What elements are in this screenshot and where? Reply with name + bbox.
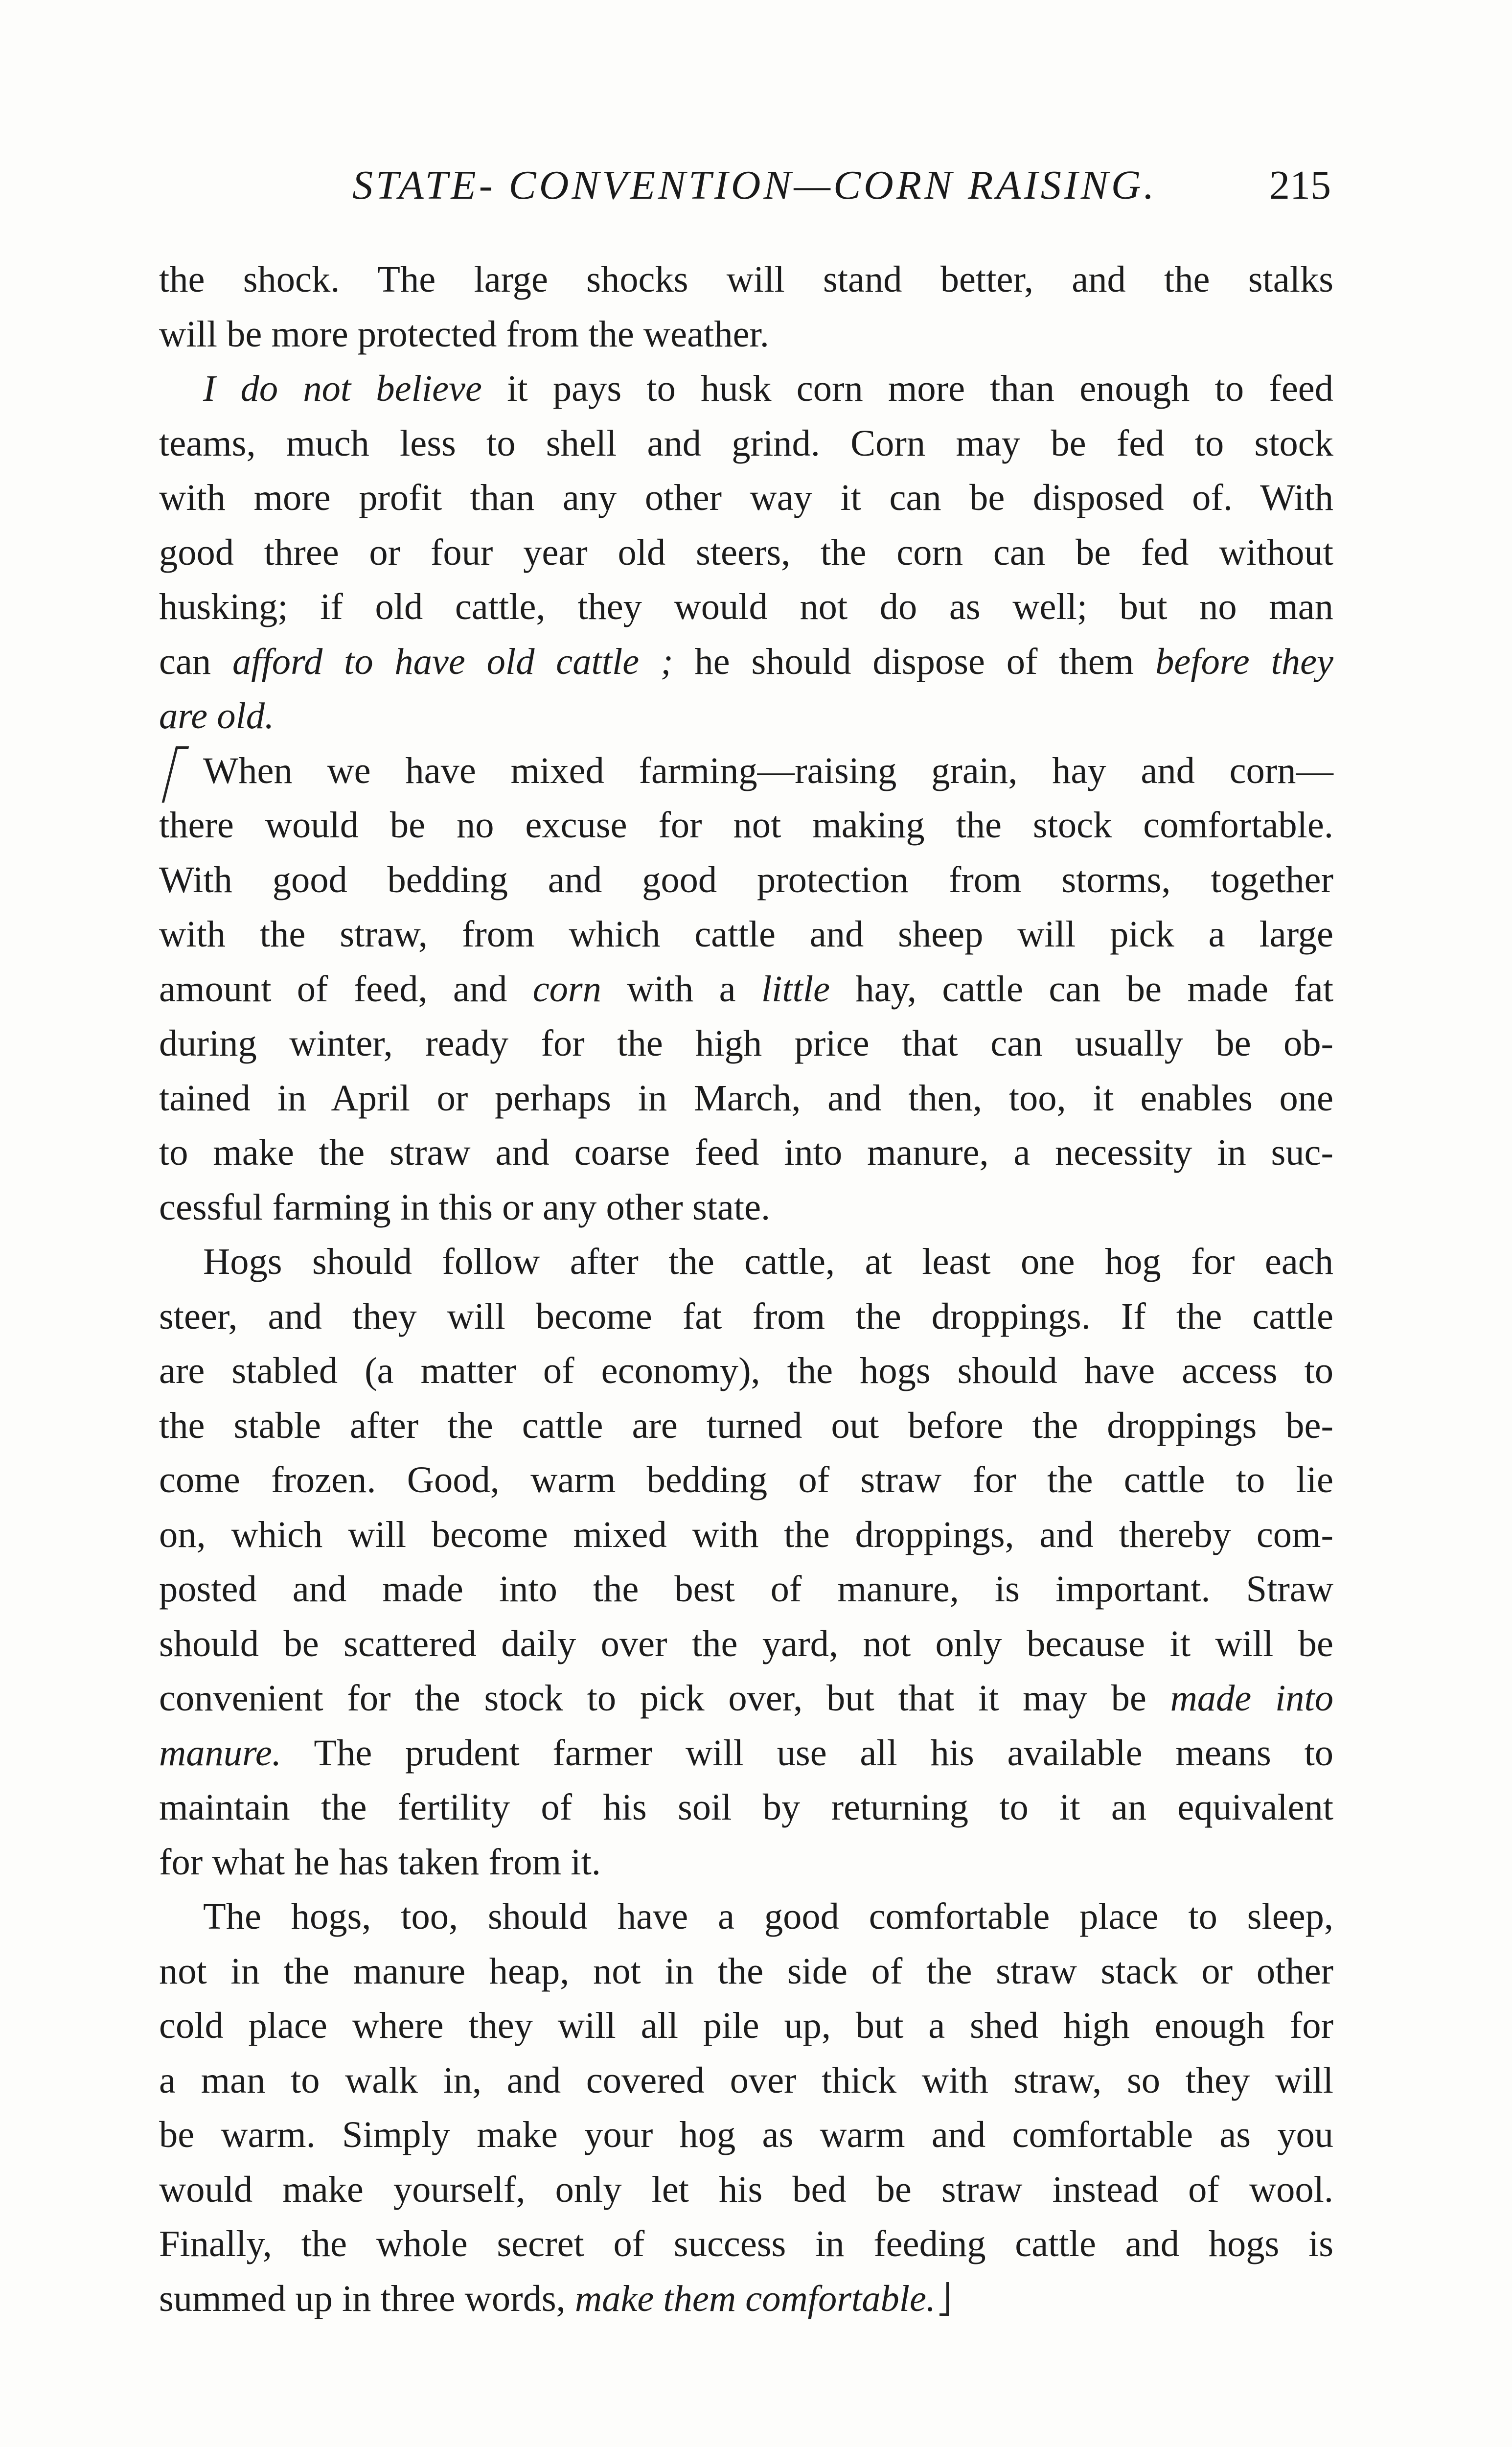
text-line: husking; if old cattle, they would not do as well; but no man <box>159 586 1333 627</box>
running-title: STATE- CONVENTION—CORN RAISING. <box>352 162 1157 208</box>
body-text <box>159 252 1333 2326</box>
text-line: would make yourself, only let his bed be straw instead of wool. <box>159 2168 1333 2210</box>
italic-text: make them comfortable. <box>574 2277 936 2319</box>
text-line: When we have mixed farming—raising grain, hay and corn— <box>203 749 1333 791</box>
italic-text: afford to have old cattle ; <box>232 640 673 682</box>
paragraph <box>159 1234 1333 1889</box>
text-line <box>159 689 1333 743</box>
text-line: summed up in three words, make them comfortable. <box>159 2271 1333 2326</box>
text-line: With good bedding and good protection from storms, together <box>159 858 1333 900</box>
text-line: the stable after the cattle are turned out before the droppings be- <box>159 1404 1333 1446</box>
text-line: during winter, ready for the high price that can usually be ob- <box>159 1022 1333 1064</box>
text-line: be warm. Simply make your hog as warm and comfortable as you <box>159 2114 1333 2155</box>
text-line: tained in April or perhaps in March, and then, too, it enables one <box>159 1077 1333 1119</box>
text-line: cold place where they will all pile up, but a shed high enough for <box>159 2005 1333 2046</box>
italic-text: made into <box>1170 1677 1333 1719</box>
text-line: good three or four year old steers, the corn can be fed without <box>159 531 1333 573</box>
text-line: a man to walk in, and covered over thick with straw, so they will <box>159 2059 1333 2101</box>
page-number: 215 <box>1269 162 1331 208</box>
text-line: teams, much less to shell and grind. Corn may be fed to stock <box>159 422 1333 464</box>
text-line: there would be no excuse for not making the stock comfortable. <box>159 804 1333 846</box>
italic-text: are old. <box>159 695 275 737</box>
paragraph <box>159 743 1333 1235</box>
text-line: Finally, the whole secret of success in feeding cattle and hogs is <box>159 2223 1333 2264</box>
text-line: not in the manure heap, not in the side of the straw stack or other <box>159 1950 1333 1992</box>
paragraph <box>159 252 1333 361</box>
text-line: I do not believe it pays to husk corn more than enough to feed <box>203 368 1333 409</box>
running-head <box>161 162 1346 220</box>
paragraph <box>159 361 1333 743</box>
text-line: posted and made into the best of manure, is important. Straw <box>159 1568 1333 1610</box>
text-line: with more profit than any other way it can be disposed of. With <box>159 477 1333 518</box>
text-line: come frozen. Good, warm bedding of straw for the cattle to lie <box>159 1459 1333 1501</box>
paragraph <box>159 1889 1333 2326</box>
text-line: with the straw, from which cattle and sheep will pick a large <box>159 913 1333 955</box>
text-line: the shock. The large shocks will stand better, and the stalks <box>159 258 1333 300</box>
text-line: maintain the fertility of his soil by returning to it an equivalent <box>159 1786 1333 1828</box>
italic-text: manure. <box>159 1731 282 1774</box>
text-line: should be scattered daily over the yard, not only because it will be <box>159 1622 1333 1664</box>
text-line: cessful farming in this or any other state. <box>159 1186 771 1228</box>
text-line: can afford to have old cattle ; he should dispose of them before they <box>159 640 1333 682</box>
italic-text: I do not believe <box>203 368 482 409</box>
italic-text: corn <box>532 968 601 1010</box>
italic-text: before they <box>1155 640 1333 682</box>
text-line: for what he has taken from it. <box>159 1841 601 1883</box>
text-line: are stabled (a matter of economy), the hogs should have access to <box>159 1350 1333 1391</box>
text-line: manure. The prudent farmer will use all his available means to <box>159 1731 1333 1774</box>
text-line: steer, and they will become fat from the droppings. If the cattle <box>159 1295 1333 1337</box>
text-line: on, which will become mixed with the droppings, and thereby com- <box>159 1513 1333 1555</box>
italic-text: little <box>761 968 830 1010</box>
text-line: to make the straw and coarse feed into manure, a necessity in suc- <box>159 1131 1333 1173</box>
text-line: will be more protected from the weather. <box>159 313 769 355</box>
text-line: Hogs should follow after the cattle, at least one hog for each <box>203 1241 1333 1282</box>
handwritten-end-mark <box>939 2282 949 2316</box>
text-line: amount of feed, and corn with a little hay, cattle can be made fat <box>159 968 1333 1010</box>
text-line: convenient for the stock to pick over, but that it may be made into <box>159 1677 1333 1719</box>
text-line: The hogs, too, should have a good comfortable place to sleep, <box>203 1895 1333 1937</box>
